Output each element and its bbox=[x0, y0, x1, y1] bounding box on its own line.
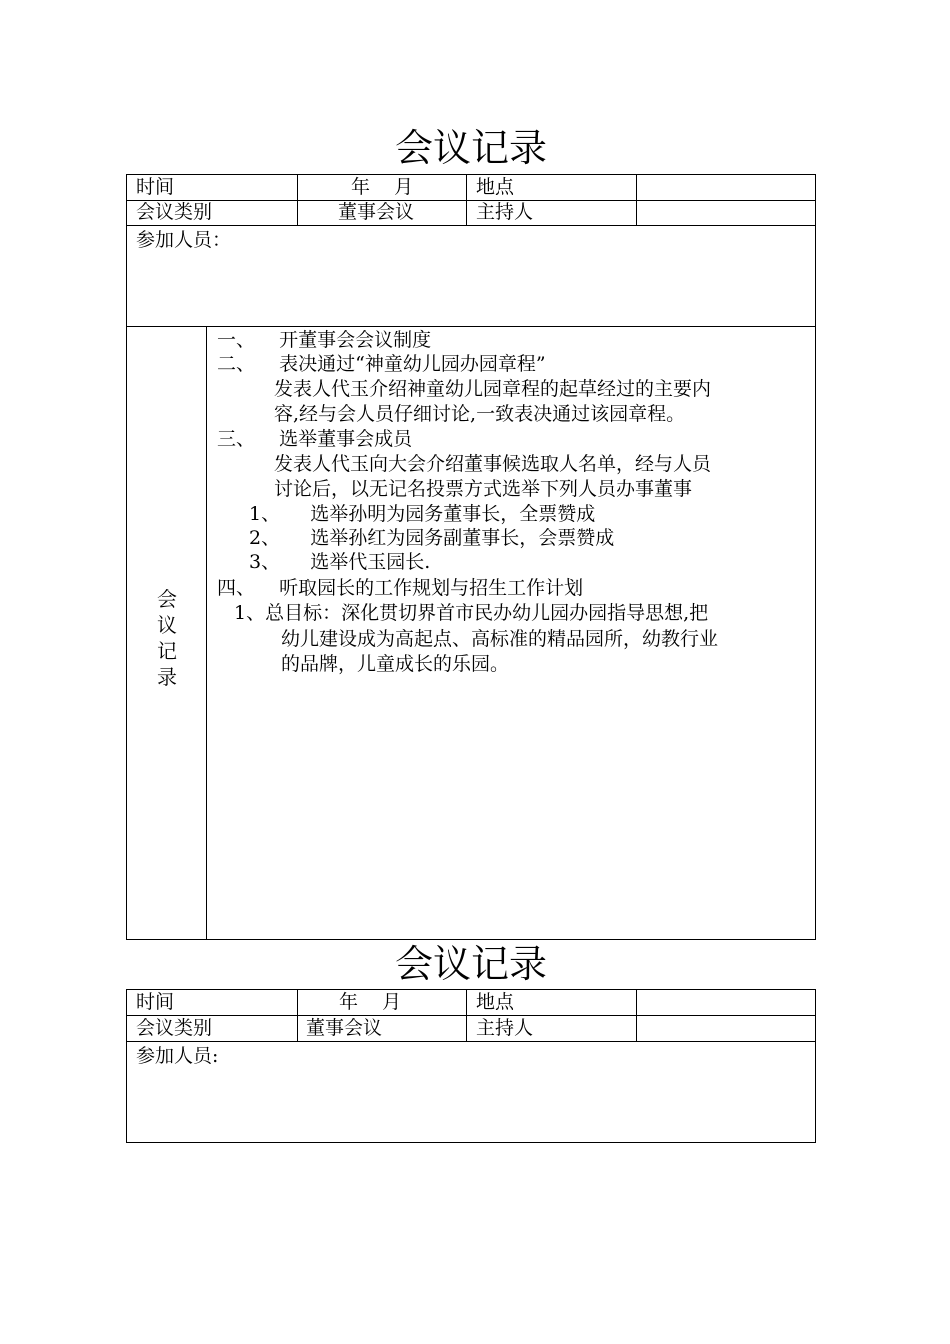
record-line: 发表人代玉介绍神童幼儿园章程的起草经过的主要内 bbox=[274, 378, 712, 400]
table-border bbox=[815, 174, 816, 940]
table-border bbox=[126, 939, 816, 940]
record-line: 的品牌，儿童成长的乐园。 bbox=[281, 653, 510, 675]
column-divider bbox=[206, 326, 207, 940]
meeting-type-value: 董事会议 bbox=[306, 1017, 383, 1039]
record-line: 发表人代玉向大会介绍董事候选取人名单，经与人员 bbox=[274, 453, 712, 475]
date-value: 年 月 bbox=[351, 176, 414, 198]
page-title: 会议记录 bbox=[394, 126, 547, 170]
table-border bbox=[126, 989, 816, 990]
place-label: 地点 bbox=[476, 176, 515, 198]
column-divider bbox=[297, 989, 298, 1041]
table-border bbox=[126, 174, 127, 940]
record-side-label: 会议记录 bbox=[157, 587, 177, 689]
record-line: 容,经与会人员仔细讨论,一致表决通过该园章程。 bbox=[274, 403, 686, 425]
page-title-second: 会议记录 bbox=[394, 942, 547, 986]
meeting-type-label: 会议类别 bbox=[136, 1017, 213, 1039]
record-line: 1、 选举孙明为园务董事长，全票赞成 bbox=[249, 503, 596, 525]
row-divider bbox=[126, 326, 816, 327]
column-divider bbox=[636, 989, 637, 1041]
record-line: 讨论后，以无记名投票方式选举下列人员办事董事 bbox=[274, 478, 693, 500]
time-label: 时间 bbox=[136, 991, 175, 1013]
record-line: 1、总目标：深化贯切界首市民办幼儿园办园指导思想,把 bbox=[234, 602, 709, 624]
column-divider bbox=[466, 174, 467, 225]
table-border bbox=[815, 989, 816, 1143]
place-label: 地点 bbox=[476, 991, 515, 1013]
meeting-record-table bbox=[126, 174, 816, 940]
table-border bbox=[126, 989, 127, 1143]
attendees-label: 参加人员: bbox=[136, 1045, 219, 1067]
meeting-type-label: 会议类别 bbox=[136, 201, 213, 223]
record-line: 3、 选举代玉园长. bbox=[249, 551, 431, 573]
meeting-type-value: 董事会议 bbox=[338, 201, 415, 223]
meeting-record-table-second bbox=[126, 989, 816, 1143]
record-line: 二、 表决通过“神童幼儿园办园章程” bbox=[217, 353, 546, 375]
row-divider bbox=[126, 1015, 816, 1016]
record-line: 2、 选举孙红为园务副董事长，会票赞成 bbox=[249, 527, 615, 549]
host-label: 主持人 bbox=[476, 1017, 534, 1039]
record-line: 四、 听取园长的工作规划与招生工作计划 bbox=[217, 577, 584, 599]
column-divider bbox=[636, 174, 637, 225]
attendees-label: 参加人员： bbox=[136, 229, 232, 251]
row-divider bbox=[126, 1041, 816, 1042]
record-line: 一、 开董事会会议制度 bbox=[217, 329, 432, 351]
table-border bbox=[126, 174, 816, 175]
time-label: 时间 bbox=[136, 176, 175, 198]
table-border bbox=[126, 1142, 816, 1143]
row-divider bbox=[126, 200, 816, 201]
host-label: 主持人 bbox=[476, 201, 534, 223]
record-line: 幼儿建设成为高起点、高标准的精品园所，幼教行业 bbox=[281, 628, 719, 650]
row-divider bbox=[126, 225, 816, 226]
record-line: 三、 选举董事会成员 bbox=[217, 428, 413, 450]
date-value: 年 月 bbox=[339, 991, 402, 1013]
column-divider bbox=[297, 174, 298, 225]
column-divider bbox=[466, 989, 467, 1041]
